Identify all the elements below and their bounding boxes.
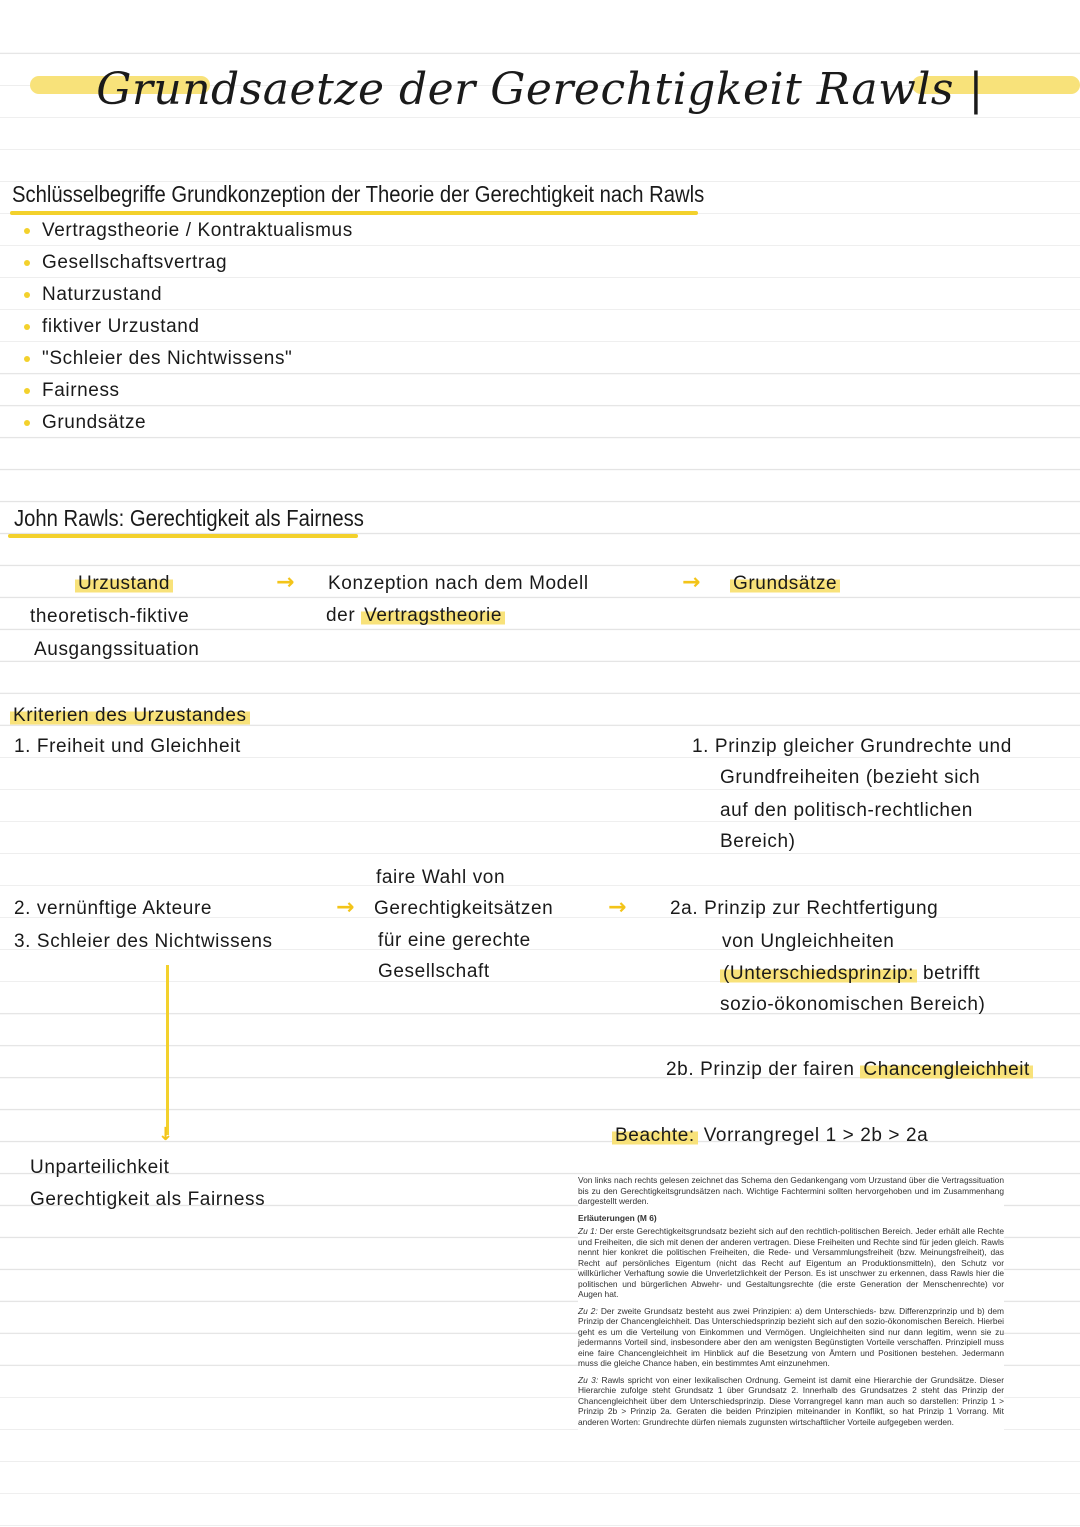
excerpt-intro: Von links nach rechts gelesen zeichnet das Schema den Gedankengang vom Urzustand über die Vertragssituation bis zu den Gerechtigkeitsgrundsätzen nach. Wichtige Fachtermini sollten hervorgehoben und im Zusammenhang dargestellt werden. [578,1175,1004,1206]
arrow-right-icon: → [336,895,355,920]
faire-wahl-line: faire Wahl von [376,867,506,888]
arrow-right-icon: → [608,895,627,920]
section1-heading: Schlüsselbegriffe Grundkonzeption der Theorie der Gerechtigkeit nach Rawls [12,181,705,207]
arrow-right-icon: → [682,570,701,595]
arrow-down-icon: ↓ [158,1124,174,1145]
prinzip-1-line: Grundfreiheiten (bezieht sich [720,767,981,788]
keyword-list [22,215,353,439]
list-item: "Schleier des Nichtwissens" [22,343,353,375]
prinzip-2a-line: von Ungleichheiten [722,931,895,952]
excerpt-paragraph: Zu 3: Rawls spricht von einer lexikalischen Ordnung. Gemeint ist damit eine Hierarchie der Grundsätze. Dieser Hierarchie zufolge steht Grundsatz 1 über Grundsatz 2. Innerhalb des Grundsatzes 2 steht das Prinzip der Chancengleichheit über dem Unterschiedsprinzip. Diese Vorrangregel kann man auch so darstellen: Prinzip 1 > Prinzip 2b > Prinzip 2a. Geraten die beiden Prinzipien miteinander in Konflikt, so hat Prinzip 1 Vorrang. Mit anderen Worten: Grundrechte dürfen niemals zugunsten wirtschaftlicher Vorteile aufgegeben werden. [578,1374,1004,1427]
kriterium-2: 2. vernünftige Akteure [14,898,213,919]
prinzip-2a-line: 2a. Prinzip zur Rechtfertigung [670,898,939,919]
faire-wahl-line: Gerechtigkeitsätzen [374,898,554,919]
prinzip-1-line: 1. Prinzip gleicher Grundrechte und [692,736,1012,757]
section2-heading: John Rawls: Gerechtigkeit als Fairness [14,505,364,531]
down-arrow-line [166,965,169,1135]
prinzip-2b: 2b. Prinzip der fairen Chancengleichheit [666,1054,1033,1086]
urzustand-desc-2: Ausgangssituation [34,639,200,660]
ergebnis-line: Gerechtigkeit als Fairness [30,1189,266,1210]
faire-wahl-line: Gesellschaft [378,961,490,982]
ergebnis-line: Unparteilichkeit [30,1157,170,1178]
kriterium-3: 3. Schleier des Nichtwissens [14,931,273,952]
konzeption-line-1: Konzeption nach dem Modell [328,573,589,594]
prinzip-1-line: auf den politisch-rechtlichen [720,800,973,821]
list-item: Grundsätze [22,407,353,439]
section2-heading-underline [8,534,358,538]
excerpt-paragraph: Zu 2: Der zweite Grundsatz besteht aus zwei Prinzipien: a) dem Unterschieds- bzw. Differenzprinzip und b) dem Prinzip der Chancengleichheit. Das Unterschiedsprinzip bezieht sich auf den sozio-ökonomischen Bereich. Hierbei geht es um die Verteilung von Einkommen und Vermögen. Ungleichheiten sind nur dann legitim, wenn sie zu jedermanns Vorteil sind, insbesondere aber den am wenigsten Begünstigten Vorteile verschaffen. Prinzipiell muss eine faire Chancengleichheit im Hinblick auf die Besetzung von Ämtern und Positionen bestehen. Jedermann muss die gleiche Chance haben, ein bestimmtes Amt einzunehmen. [578,1305,1005,1368]
grundsaetze-label: Grundsätze [730,568,840,600]
kriterien-heading: Kriterien des Urzustandes [10,700,250,732]
kriterium-1: 1. Freiheit und Gleichheit [14,736,241,757]
textbook-excerpt [578,1175,1004,1433]
excerpt-paragraph: Zu 1: Der erste Gerechtigkeitsgrundsatz bezieht sich auf den rechtlich-politischen Bereich. Jeder erhält alle Rechte und Freiheiten, die sich mit denen der anderen vertragen. Diese Freiheiten und Rechte sind für jeden gleich. Rawls nennt hier konkret die politischen Freiheiten, die Rede- und Versammlungsfreiheit (bzw. Meinungsfreiheit), das Recht auf persönliches Eigentum (nicht das Recht auf Eigentum an Produktionsmitteln), den Schutz vor willkürlicher Verhaftung sowie die Unverletzlichkeit der Person. Es ist unschwer zu erkennen, dass Rawls hier die politischen und bürgerlichen Abwehr- und Gestaltungsrechte (die erste Generation der Menschenrechte) vor Augen hat. [578,1226,1004,1299]
prinzip-2a-line: sozio-ökonomischen Bereich) [720,994,986,1015]
excerpt-heading: Erläuterungen (M 6) [578,1212,657,1223]
beachte-note: Beachte: Vorrangregel 1 > 2b > 2a [612,1120,928,1152]
prinzip-2a-line: (Unterschiedsprinzip: betrifft [720,958,980,990]
faire-wahl-line: für eine gerechte [378,930,531,951]
urzustand-label: Urzustand [75,568,173,600]
konzeption-line-2: der Vertragstheorie [326,600,505,632]
arrow-right-icon: → [276,570,295,595]
page-title: Grundsaetze der Gerechtigkeit Rawls | [96,64,984,115]
list-item: fiktiver Urzustand [22,311,353,343]
prinzip-1-line: Bereich) [720,831,796,852]
list-item: Naturzustand [22,279,353,311]
list-item: Vertragstheorie / Kontraktualismus [22,215,353,247]
list-item: Gesellschaftsvertrag [22,247,353,279]
list-item: Fairness [22,375,353,407]
urzustand-desc-1: theoretisch-fiktive [30,606,190,627]
